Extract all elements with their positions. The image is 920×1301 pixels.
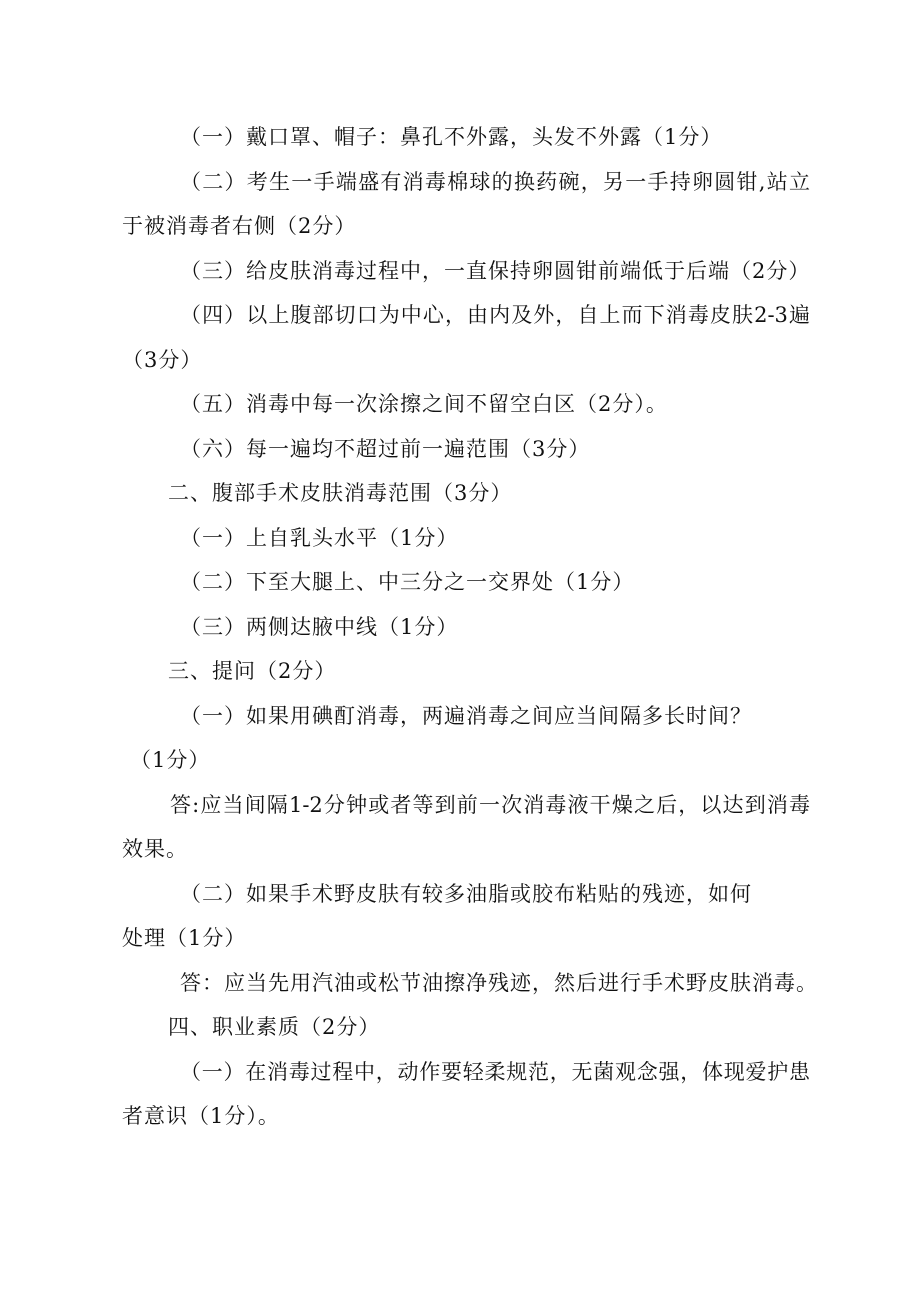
- section-heading: 四、职业素质（2分）: [168, 1015, 381, 1039]
- text-line: 者意识（1分）。: [122, 1104, 280, 1128]
- text-line: （一）在消毒过程中，动作要轻柔规范，无菌观念强，体现爱护患: [180, 1060, 810, 1084]
- text-line: （二）如果手术野皮肤有较多油脂或胶布粘贴的残迹，如何: [180, 882, 752, 906]
- answer-line: 答:应当间隔1-2分钟或者等到前一次消毒液干燥之后，以达到消毒: [170, 793, 810, 817]
- text-line: （五）消毒中每一次涂擦之间不留空白区（2分）。: [180, 392, 668, 416]
- text-line: （一）上自乳头水平（1分）: [180, 526, 459, 550]
- text-line: （一）如果用碘酊消毒，两遍消毒之间应当间隔多长时间？: [180, 704, 752, 728]
- section-heading: 三、提问（2分）: [168, 659, 337, 683]
- text-line: 效果。: [122, 837, 188, 861]
- text-line: 处理（1分）: [122, 926, 247, 950]
- text-line: （三）两侧达腋中线（1分）: [180, 615, 459, 639]
- text-line: （三）给皮肤消毒过程中，一直保持卵圆钳前端低于后端（2分）: [180, 259, 811, 283]
- text-line: （二）考生一手端盛有消毒棉球的换药碗，另一手持卵圆钳,站立: [180, 170, 810, 194]
- text-line: （3分）: [122, 348, 203, 372]
- text-line: （一）戴口罩、帽子：鼻孔不外露，头发不外露（1分）: [180, 125, 723, 149]
- text-line: 于被消毒者右侧（2分）: [122, 214, 357, 238]
- answer-line: 答：应当先用汽油或松节油擦净残迹，然后进行手术野皮肤消毒。: [180, 971, 818, 995]
- text-line: （四）以上腹部切口为中心，由内及外，自上而下消毒皮肤2-3遍: [180, 303, 810, 327]
- text-line: （六）每一遍均不超过前一遍范围（3分）: [180, 437, 591, 461]
- section-heading: 二、腹部手术皮肤消毒范围（3分）: [168, 481, 513, 505]
- text-line: （二）下至大腿上、中三分之一交界处（1分）: [180, 570, 635, 594]
- text-line: （1分）: [130, 748, 211, 772]
